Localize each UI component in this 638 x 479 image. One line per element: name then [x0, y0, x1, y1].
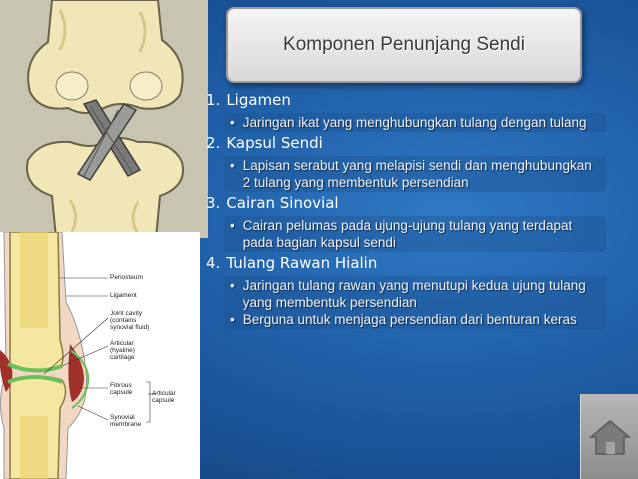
label-joint-cavity: Joint cavity (contains synovial fluid) — [110, 310, 150, 331]
bullet-icon: • — [230, 278, 235, 293]
bullet-text: Cairan pelumas pada ujung-ujung tulang yang terdapat pada bagian kapsul sendi — [242, 218, 573, 250]
label-articular-capsule: Articular capsule — [152, 390, 176, 404]
list-item — [206, 254, 606, 329]
item-body — [224, 113, 606, 132]
item-title: Cairan Sinovial — [226, 194, 339, 212]
slide-title: Komponen Penunjang Sendi — [283, 34, 525, 55]
item-heading — [206, 134, 606, 153]
bullet-text: Jaringan tulang rawan yang menutupi kedua ujung tulang yang membentuk persendian — [242, 278, 586, 310]
label-ligament: Ligament — [110, 292, 137, 299]
bullet-point — [230, 157, 602, 191]
knee-ligament-illustration — [0, 0, 208, 238]
bullet-icon: • — [230, 158, 235, 173]
bullet-point — [230, 114, 602, 131]
item-number: 3. — [206, 194, 221, 212]
item-body — [224, 156, 606, 192]
synovial-joint-diagram — [0, 232, 200, 479]
list-item — [206, 91, 606, 132]
item-title: Ligamen — [226, 91, 291, 109]
label-fibrous-capsule: Fibrous capsule — [110, 382, 133, 396]
bullet-text: Jaringan ikat yang menghubungkan tulang dengan tulang — [242, 115, 587, 130]
item-number: 1. — [206, 91, 221, 109]
item-heading — [206, 254, 606, 273]
item-title: Tulang Rawan Hialin — [226, 254, 378, 272]
label-periosteum: Periosteum — [110, 274, 143, 281]
bullet-text: Berguna untuk menjaga persendian dari benturan keras — [242, 312, 577, 327]
component-list — [206, 91, 606, 331]
bullet-point — [230, 277, 602, 311]
bullet-icon: • — [230, 218, 235, 233]
list-item — [206, 194, 606, 252]
home-button[interactable] — [580, 394, 638, 479]
title-box — [226, 7, 582, 83]
label-synovial-membrane: Synovial membrane — [110, 414, 142, 428]
bullet-text: Lapisan serabut yang melapisi sendi dan menghubungkan 2 tulang yang membentuk persendian — [242, 158, 592, 190]
bullet-point — [230, 311, 602, 328]
item-heading — [206, 91, 606, 110]
item-number: 4. — [206, 254, 221, 272]
label-articular-cartilage: Articular (hyaline) cartilage — [110, 340, 135, 361]
item-number: 2. — [206, 134, 221, 152]
item-heading — [206, 194, 606, 213]
item-body — [224, 216, 606, 252]
home-icon — [588, 417, 632, 457]
bullet-icon: • — [230, 115, 235, 130]
bullet-icon: • — [230, 312, 235, 327]
item-title: Kapsul Sendi — [226, 134, 323, 152]
list-item — [206, 134, 606, 192]
bullet-point — [230, 217, 602, 251]
item-body — [224, 276, 606, 329]
